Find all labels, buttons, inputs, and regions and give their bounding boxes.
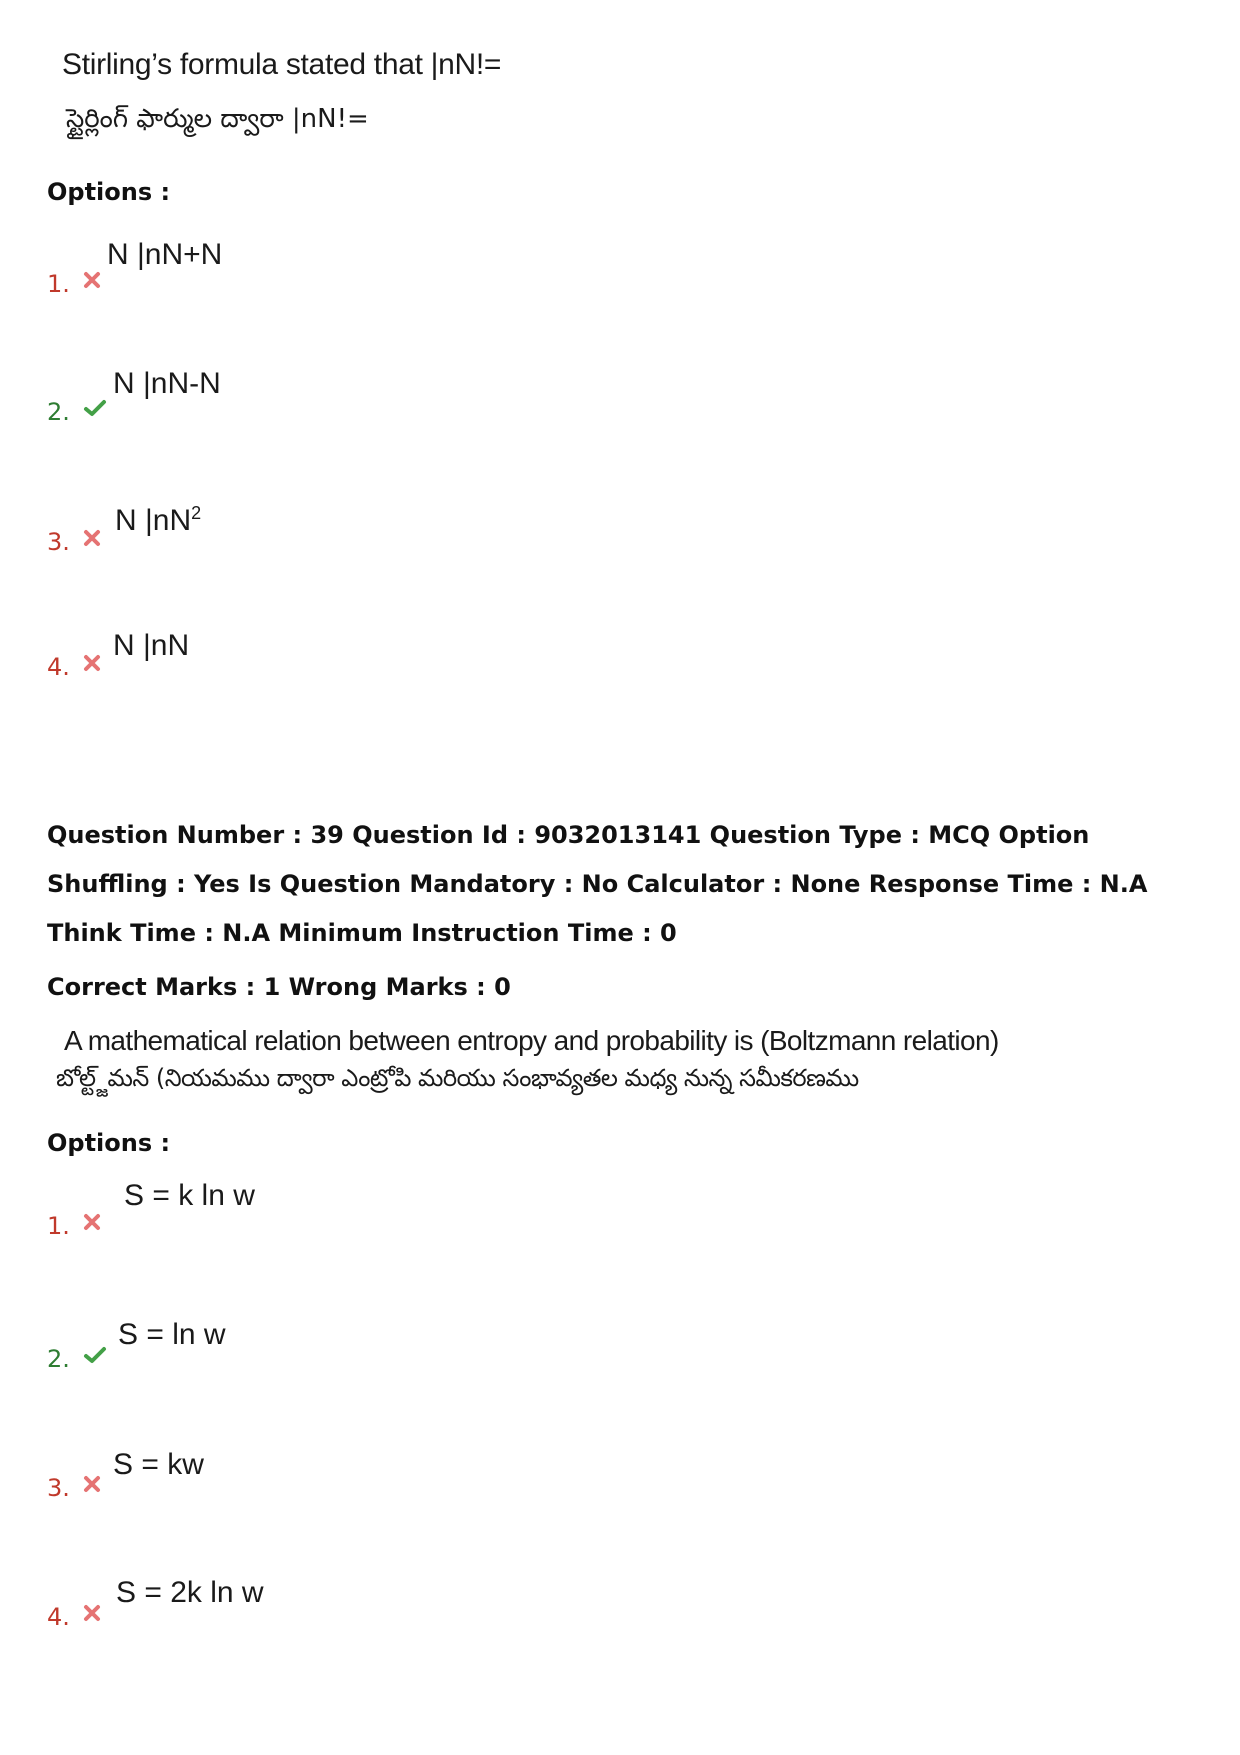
option-4	[47, 1603, 101, 1631]
cross-icon	[83, 271, 101, 289]
question-38-text-te: స్టైర్లింగ్ ఫార్ముల ద్వారా |nN!=	[66, 104, 369, 134]
check-icon	[83, 1346, 107, 1364]
option-3	[47, 528, 101, 556]
option-2	[47, 398, 107, 426]
option-number: 1.	[47, 270, 70, 298]
options-label: Options :	[47, 178, 171, 206]
option-2-text: N |nN-N	[113, 367, 221, 400]
check-icon	[83, 399, 107, 417]
option-3	[47, 1474, 101, 1502]
option-3-superscript: 2	[191, 503, 202, 523]
cross-icon	[83, 654, 101, 672]
cross-icon	[83, 529, 101, 547]
option-number: 4.	[47, 653, 70, 681]
option-4-text: S = 2k ln w	[116, 1576, 264, 1609]
option-4	[47, 653, 101, 681]
cross-icon	[83, 1475, 101, 1493]
question-39-text-te: బోల్ట్జ్‌మన్ (నియమము ద్వారా ఎంట్రోపి మరియు సంభావ్యతల మధ్య నున్న సమీకరణము	[56, 1064, 859, 1092]
option-3-text: S = kw	[113, 1448, 204, 1481]
marks-info: Correct Marks : 1 Wrong Marks : 0	[47, 973, 511, 1001]
options-label: Options :	[47, 1129, 171, 1157]
question-39-text-en: A mathematical relation between entropy and probability is (Boltzmann relation)	[64, 1025, 999, 1056]
option-number: 1.	[47, 1212, 70, 1240]
cross-icon	[83, 1213, 101, 1231]
option-number: 2.	[47, 398, 70, 426]
option-number: 4.	[47, 1603, 70, 1631]
cross-icon	[83, 1604, 101, 1622]
option-1	[47, 1212, 101, 1240]
question-38-text-en: Stirling’s formula stated that |nN!=	[62, 48, 502, 81]
option-number: 2.	[47, 1345, 70, 1373]
question-meta: Question Number : 39 Question Id : 9032013141 Question Type : MCQ Option Shuffling : Yes Is Question Mandatory : No Calculator : None Response Time : N.A Think Time : N.A Minimum Instruction Time : 0	[47, 821, 1148, 947]
option-1	[47, 270, 101, 298]
option-2-text: S = ln w	[118, 1318, 226, 1351]
option-number: 3.	[47, 1474, 70, 1502]
option-1-text: N |nN+N	[107, 238, 223, 271]
option-number: 3.	[47, 528, 70, 556]
option-1-text: S = k ln w	[124, 1179, 255, 1212]
option-3-text	[115, 503, 201, 538]
option-4-text: N |nN	[113, 629, 190, 662]
option-3-base: N |nN	[115, 504, 192, 537]
option-2	[47, 1345, 107, 1373]
